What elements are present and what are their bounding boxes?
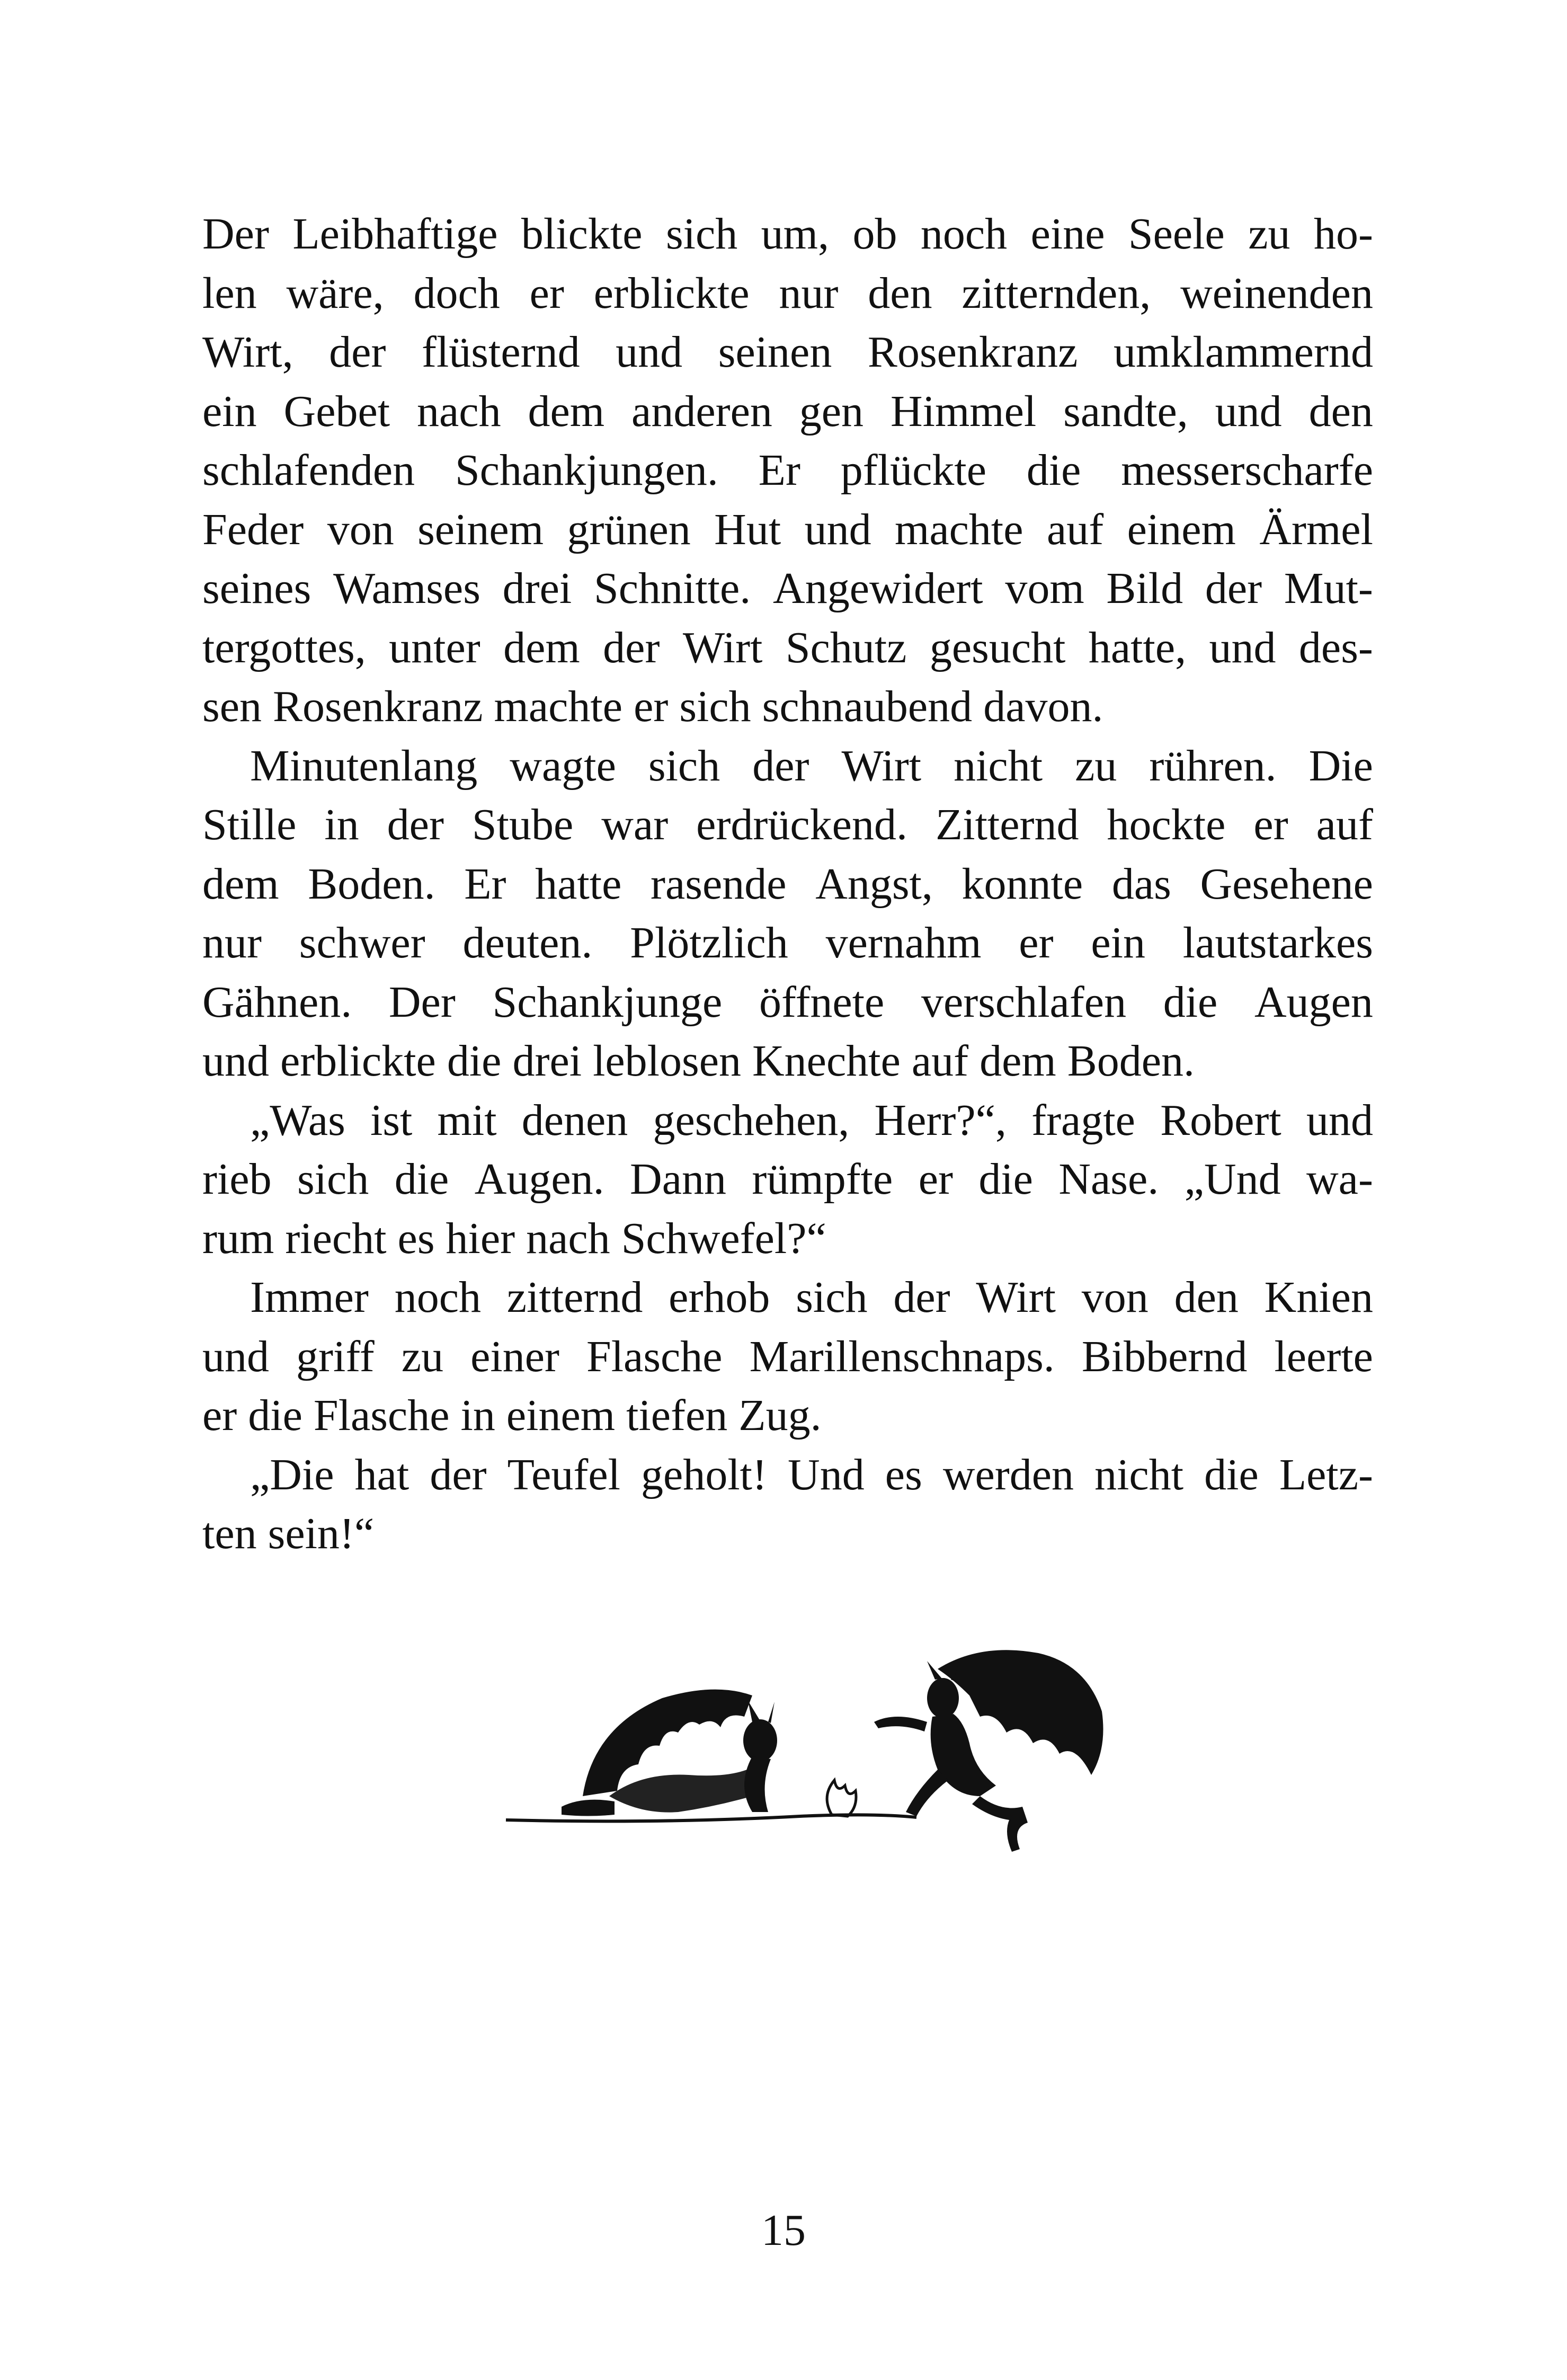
text-line: Gähnen. Der Schankjunge öffnete verschlafen die Augen (202, 977, 1373, 1027)
text-line: len wäre, doch er erblickte nur den zitternden, weinenden (202, 268, 1373, 318)
text-line: ten sein!“ (202, 1509, 375, 1558)
text-line: und erblickte die drei leblosen Knechte auf dem Boden. (202, 1036, 1195, 1086)
text-line: dem Boden. Er hatte rasende Angst, konnte das Gesehene (202, 859, 1373, 909)
text-line: Wirt, der flüsternd und seinen Rosenkranz umklammernd (202, 327, 1373, 377)
text-line: schlafenden Schankjungen. Er pflückte die messerscharfe (202, 446, 1373, 495)
text-line: „Was ist mit denen geschehen, Herr?“, fragte Robert und (250, 1095, 1373, 1145)
text-line: er die Flasche in einem tiefen Zug. (202, 1391, 822, 1440)
two-devils-icon (503, 1637, 1112, 1860)
text-line: rum riecht es hier nach Schwefel?“ (202, 1213, 826, 1263)
text-line: sen Rosenkranz machte er sich schnaubend davon. (202, 682, 1103, 731)
text-line: Minutenlang wagte sich der Wirt nicht zu rühren. Die (250, 741, 1373, 791)
text-line: Der Leibhaftige blickte sich um, ob noch eine Seele zu ho- (202, 209, 1373, 259)
text-line: seines Wamses drei Schnitte. Angewidert vom Bild der Mut- (202, 564, 1373, 613)
text-line: „Die hat der Teufel geholt! Und es werden nicht die Letz- (250, 1450, 1373, 1499)
text-line: Stille in der Stube war erdrückend. Zitternd hockte er auf (202, 800, 1373, 849)
text-line: tergottes, unter dem der Wirt Schutz gesucht hatte, und des- (202, 623, 1373, 672)
page-body (202, 205, 1373, 1564)
page-number: 15 (761, 2206, 806, 2255)
text-line: ein Gebet nach dem anderen gen Himmel sandte, und den (202, 386, 1373, 436)
text-line: rieb sich die Augen. Dann rümpfte er die Nase. „Und wa- (202, 1155, 1373, 1204)
text-line: Immer noch zitternd erhob sich der Wirt von den Knien (250, 1273, 1373, 1322)
text-line: und griff zu einer Flasche Marillenschnaps. Bibbernd leerte (202, 1331, 1373, 1381)
text-line: nur schwer deuten. Plötzlich vernahm er ein lautstarkes (202, 918, 1373, 967)
text-line: Feder von seinem grünen Hut und machte auf einem Ärmel (202, 504, 1373, 554)
